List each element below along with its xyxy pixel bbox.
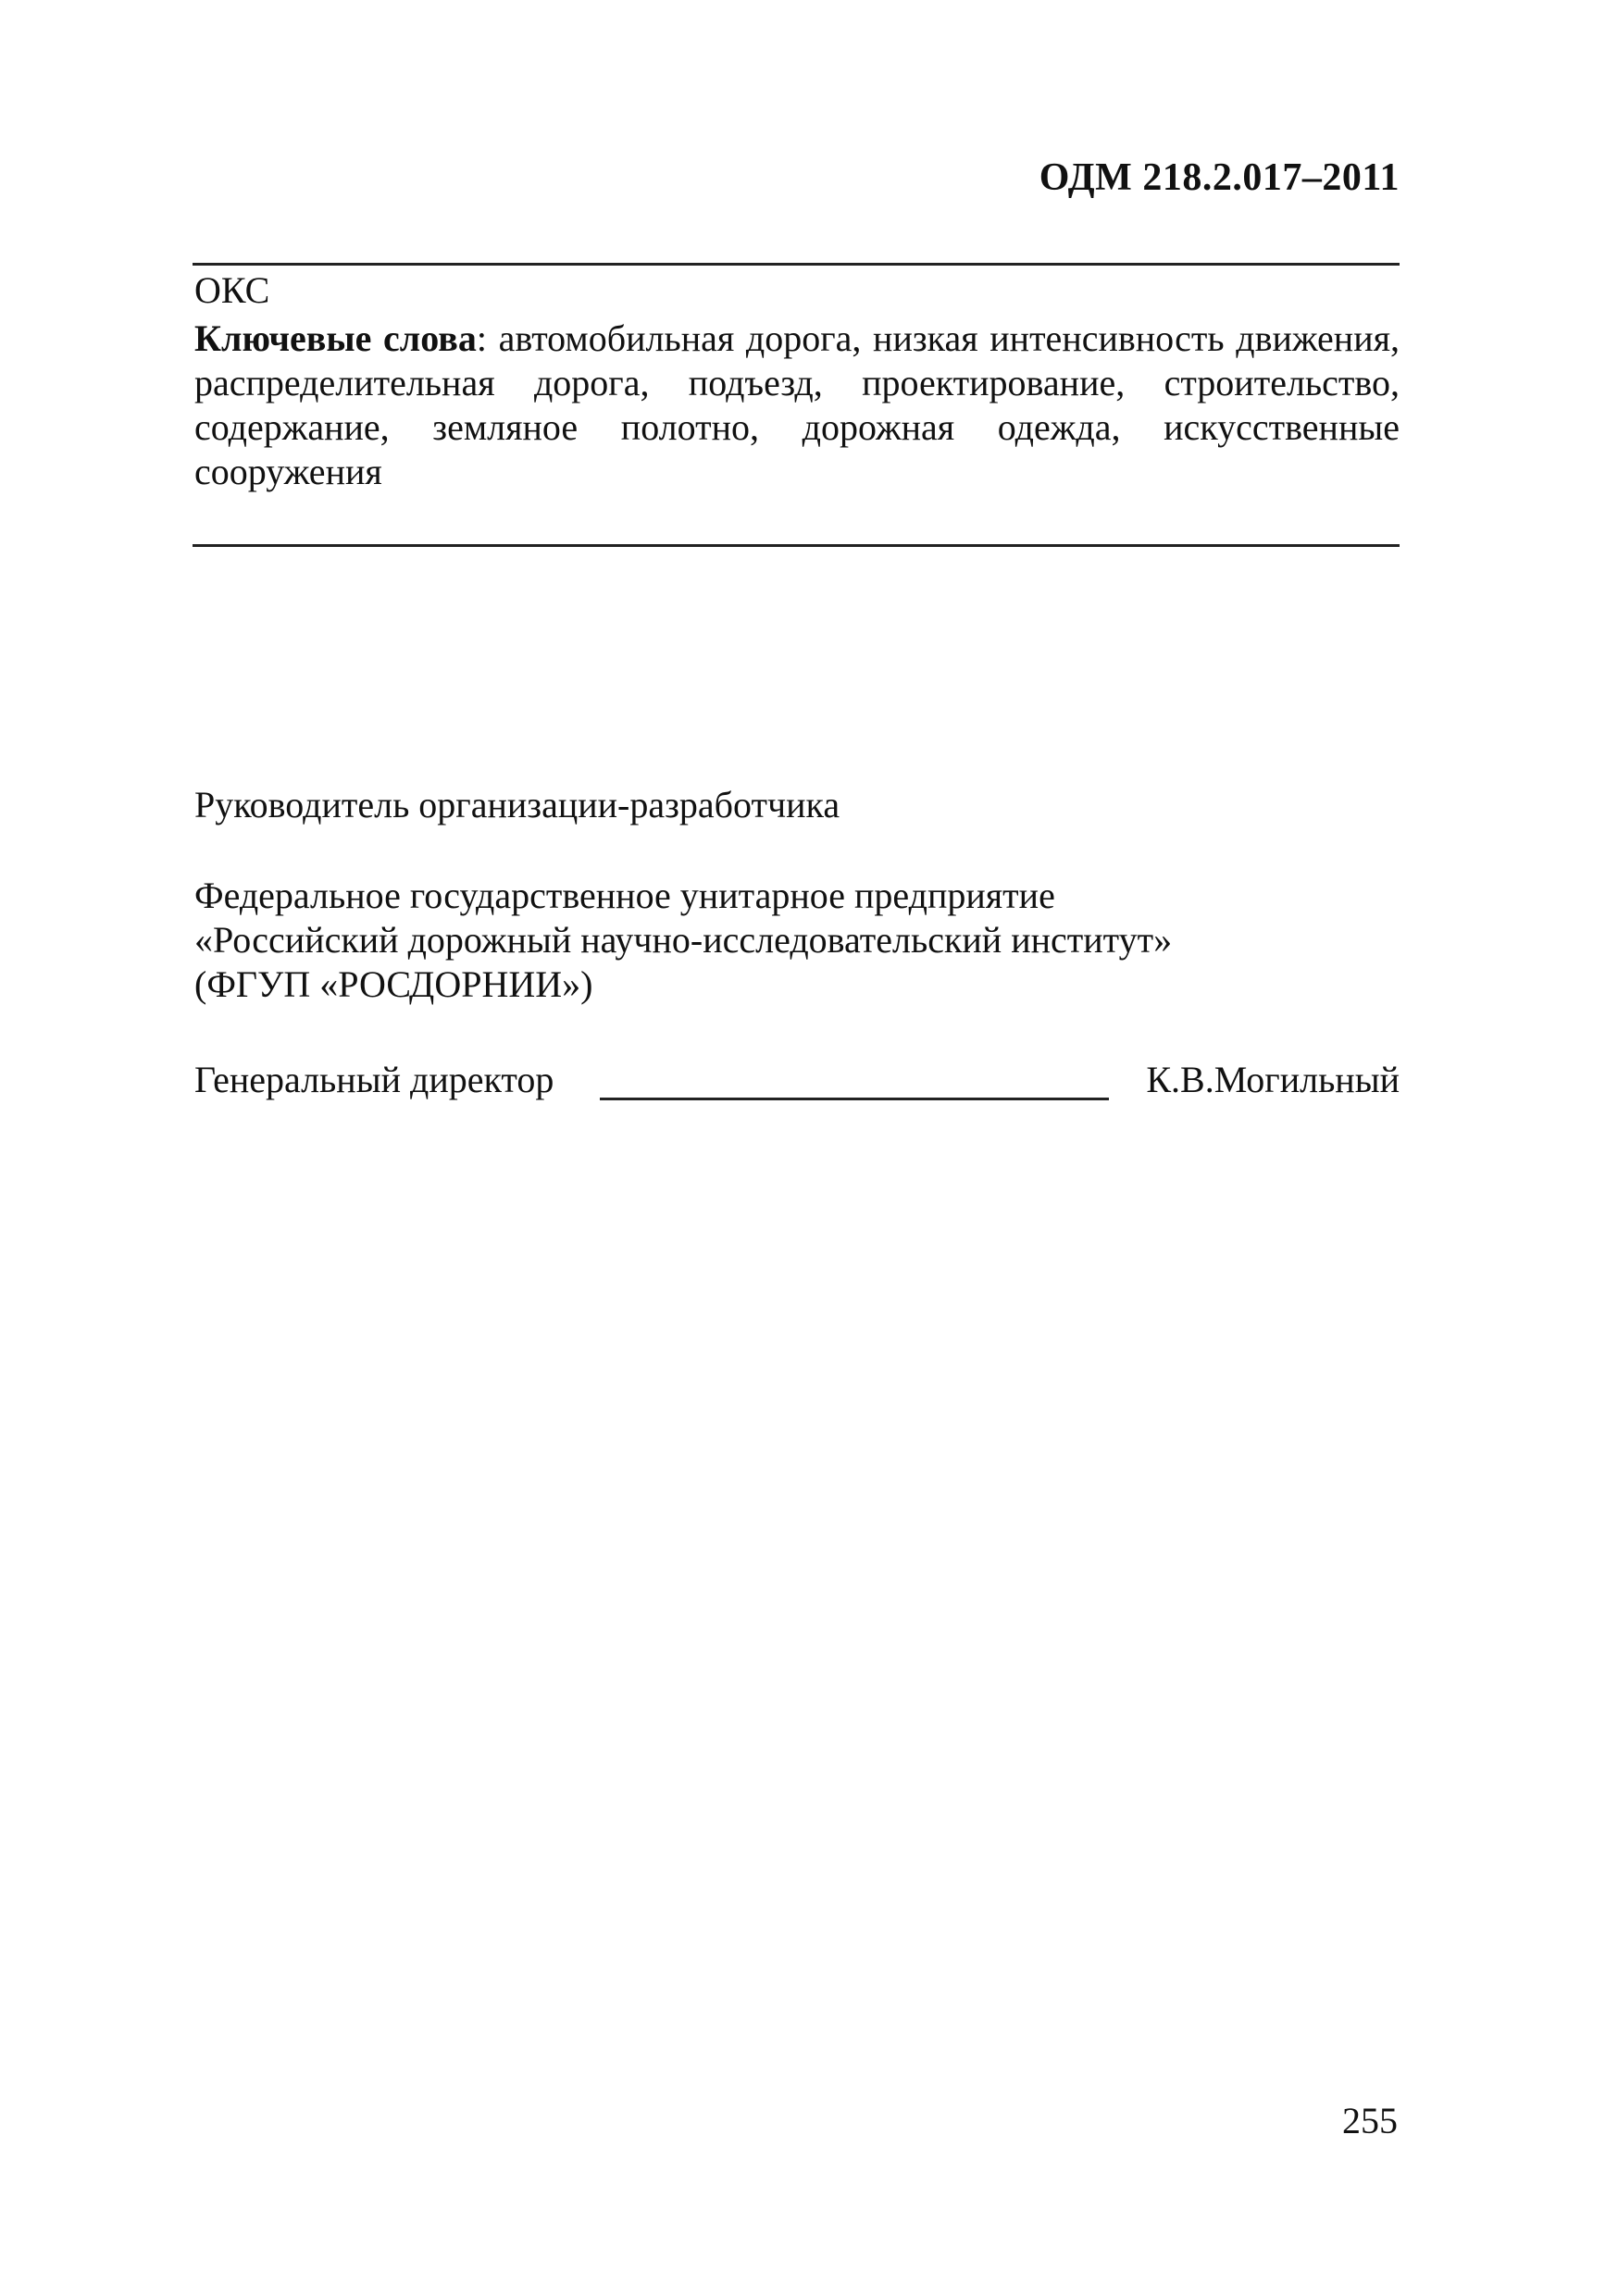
signatory-name: К.В.Могильный — [1146, 1059, 1400, 1100]
document-code: ОДМ 218.2.017–2011 — [1039, 156, 1400, 199]
keywords-label: Ключевые слова — [194, 317, 477, 359]
page-number: 255 — [1342, 2100, 1398, 2141]
organization-line: (ФГУП «РОСДОРНИИ») — [194, 963, 593, 1005]
organization-block — [194, 874, 1172, 1007]
keywords-text: : автомобильная дорога, низкая интенсивность движения, распределительная дорога, подъезд, проектирование, строительство, содержание, земляное полотно, дорожная одежда, искусственные сооружения — [194, 317, 1400, 492]
organization-line: «Российский дорожный научно-исследовательский институт» — [194, 919, 1173, 961]
keywords-paragraph — [194, 316, 1400, 494]
organization-line: Федеральное государственное унитарное предприятие — [194, 875, 1055, 916]
signature-line — [600, 1098, 1109, 1100]
signature-title: Генеральный директор — [194, 1059, 554, 1100]
bottom-divider — [193, 544, 1400, 547]
developer-head-label: Руководитель организации-разработчика — [194, 784, 840, 825]
top-divider — [193, 263, 1400, 266]
oks-classification-label: ОКС — [194, 269, 270, 311]
signature-row — [194, 1058, 1400, 1106]
